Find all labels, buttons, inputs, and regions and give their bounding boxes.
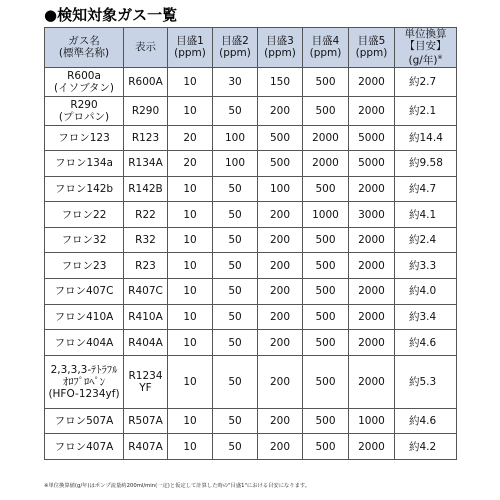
- cell-gas-name: フロン23: [45, 253, 124, 279]
- cell-scale-2: 50: [213, 355, 258, 408]
- cell-scale-4: 500: [303, 330, 349, 356]
- cell-scale-2: 50: [213, 96, 258, 125]
- cell-unit-conversion: 約4.2: [395, 434, 457, 460]
- cell-scale-1: 10: [168, 330, 213, 356]
- cell-display: R23: [124, 253, 168, 279]
- cell-unit-conversion: 約2.4: [395, 227, 457, 253]
- cell-display: R407A: [124, 434, 168, 460]
- header-scale-5: 目盛5 (ppm): [349, 28, 395, 68]
- cell-scale-1: 20: [168, 125, 213, 151]
- header-gas-name: ガス名 (標準名称): [45, 28, 124, 68]
- cell-scale-4: 500: [303, 253, 349, 279]
- table-row: [45, 202, 457, 228]
- cell-scale-1: 10: [168, 253, 213, 279]
- cell-gas-name: フロン407C: [45, 279, 124, 305]
- table-header-row: [45, 28, 457, 68]
- cell-scale-3: 200: [258, 279, 303, 305]
- cell-unit-conversion: 約2.7: [395, 67, 457, 96]
- cell-scale-4: 2000: [303, 151, 349, 177]
- cell-scale-5: 2000: [349, 355, 395, 408]
- table-row: [45, 253, 457, 279]
- cell-scale-4: 500: [303, 176, 349, 202]
- cell-scale-3: 200: [258, 96, 303, 125]
- cell-scale-5: 2000: [349, 176, 395, 202]
- cell-display: R404A: [124, 330, 168, 356]
- cell-gas-name: フロン410A: [45, 304, 124, 330]
- cell-gas-name: フロン123: [45, 125, 124, 151]
- cell-gas-name: フロン507A: [45, 408, 124, 434]
- cell-scale-2: 50: [213, 408, 258, 434]
- table-row: [45, 330, 457, 356]
- table-row: [45, 96, 457, 125]
- cell-scale-4: 500: [303, 227, 349, 253]
- cell-display: R1234 YF: [124, 355, 168, 408]
- table-row: [45, 151, 457, 177]
- cell-scale-4: 500: [303, 434, 349, 460]
- cell-scale-2: 30: [213, 67, 258, 96]
- cell-scale-1: 10: [168, 67, 213, 96]
- header-scale-2: 目盛2 (ppm): [213, 28, 258, 68]
- table-row: [45, 408, 457, 434]
- cell-scale-4: 500: [303, 304, 349, 330]
- table-row: [45, 176, 457, 202]
- cell-scale-1: 10: [168, 408, 213, 434]
- cell-scale-2: 50: [213, 202, 258, 228]
- cell-unit-conversion: 約4.1: [395, 202, 457, 228]
- cell-scale-3: 100: [258, 176, 303, 202]
- cell-scale-3: 200: [258, 253, 303, 279]
- cell-scale-5: 2000: [349, 279, 395, 305]
- header-display: 表示: [124, 28, 168, 68]
- cell-gas-name: フロン142b: [45, 176, 124, 202]
- cell-scale-3: 150: [258, 67, 303, 96]
- cell-scale-1: 10: [168, 227, 213, 253]
- cell-scale-2: 50: [213, 176, 258, 202]
- cell-scale-2: 50: [213, 253, 258, 279]
- cell-gas-name: R290 (プロパン): [45, 96, 124, 125]
- cell-scale-4: 2000: [303, 125, 349, 151]
- cell-gas-name: フロン22: [45, 202, 124, 228]
- cell-scale-3: 500: [258, 125, 303, 151]
- cell-display: R407C: [124, 279, 168, 305]
- table-row: [45, 304, 457, 330]
- cell-scale-1: 10: [168, 279, 213, 305]
- header-scale-4: 目盛4 (ppm): [303, 28, 349, 68]
- cell-display: R290: [124, 96, 168, 125]
- cell-display: R410A: [124, 304, 168, 330]
- cell-scale-5: 2000: [349, 96, 395, 125]
- table-row: [45, 227, 457, 253]
- cell-scale-4: 500: [303, 355, 349, 408]
- cell-scale-1: 10: [168, 176, 213, 202]
- cell-scale-2: 50: [213, 330, 258, 356]
- cell-display: R507A: [124, 408, 168, 434]
- cell-scale-2: 100: [213, 151, 258, 177]
- cell-scale-3: 200: [258, 408, 303, 434]
- gas-table: [44, 27, 457, 460]
- cell-unit-conversion: 約4.6: [395, 408, 457, 434]
- table-row: [45, 434, 457, 460]
- cell-scale-4: 500: [303, 96, 349, 125]
- table-row: [45, 125, 457, 151]
- page-title: ●検知対象ガス一覧: [44, 6, 178, 24]
- cell-unit-conversion: 約4.0: [395, 279, 457, 305]
- header-unit-conversion: 単位換算 【目安】 (g/年)※: [395, 28, 457, 68]
- cell-scale-5: 1000: [349, 408, 395, 434]
- cell-scale-2: 100: [213, 125, 258, 151]
- cell-scale-4: 1000: [303, 202, 349, 228]
- header-scale-3: 目盛3 (ppm): [258, 28, 303, 68]
- cell-scale-2: 50: [213, 434, 258, 460]
- cell-display: R123: [124, 125, 168, 151]
- cell-unit-conversion: 約4.6: [395, 330, 457, 356]
- cell-scale-3: 200: [258, 434, 303, 460]
- cell-scale-1: 10: [168, 304, 213, 330]
- cell-unit-conversion: 約2.1: [395, 96, 457, 125]
- cell-scale-3: 200: [258, 330, 303, 356]
- table-row: [45, 355, 457, 408]
- footnote: ※単位換算値(g/年)はポンプ流量約200ml/min(一定)と仮定して計算した時の"目盛1"における目安になります。: [44, 483, 311, 489]
- cell-scale-3: 200: [258, 355, 303, 408]
- cell-scale-3: 200: [258, 304, 303, 330]
- cell-unit-conversion: 約3.4: [395, 304, 457, 330]
- cell-gas-name: フロン32: [45, 227, 124, 253]
- cell-display: R600A: [124, 67, 168, 96]
- cell-gas-name: フロン407A: [45, 434, 124, 460]
- cell-scale-5: 2000: [349, 227, 395, 253]
- cell-scale-2: 50: [213, 227, 258, 253]
- cell-gas-name: フロン404A: [45, 330, 124, 356]
- cell-scale-5: 5000: [349, 151, 395, 177]
- cell-scale-3: 200: [258, 227, 303, 253]
- cell-unit-conversion: 約3.3: [395, 253, 457, 279]
- cell-scale-5: 2000: [349, 330, 395, 356]
- cell-scale-1: 10: [168, 355, 213, 408]
- table-body: [45, 67, 457, 460]
- header-scale-1: 目盛1 (ppm): [168, 28, 213, 68]
- cell-scale-1: 20: [168, 151, 213, 177]
- cell-scale-5: 5000: [349, 125, 395, 151]
- table-row: [45, 279, 457, 305]
- cell-unit-conversion: 約4.7: [395, 176, 457, 202]
- cell-scale-4: 500: [303, 67, 349, 96]
- cell-scale-4: 500: [303, 279, 349, 305]
- cell-gas-name: R600a (イソブタン): [45, 67, 124, 96]
- cell-scale-1: 10: [168, 96, 213, 125]
- cell-scale-5: 2000: [349, 304, 395, 330]
- cell-scale-5: 3000: [349, 202, 395, 228]
- cell-display: R142B: [124, 176, 168, 202]
- table-row: [45, 67, 457, 96]
- cell-scale-2: 50: [213, 279, 258, 305]
- cell-scale-1: 10: [168, 434, 213, 460]
- cell-display: R32: [124, 227, 168, 253]
- cell-scale-1: 10: [168, 202, 213, 228]
- cell-scale-5: 2000: [349, 434, 395, 460]
- cell-scale-3: 500: [258, 151, 303, 177]
- cell-scale-5: 2000: [349, 253, 395, 279]
- cell-scale-3: 200: [258, 202, 303, 228]
- cell-gas-name: 2,3,3,3-ﾃﾄﾗﾌﾙ ｵﾛﾌﾟﾛﾍﾟﾝ (HFO-1234yf): [45, 355, 124, 408]
- cell-unit-conversion: 約9.58: [395, 151, 457, 177]
- cell-unit-conversion: 約5.3: [395, 355, 457, 408]
- cell-scale-5: 2000: [349, 67, 395, 96]
- cell-display: R134A: [124, 151, 168, 177]
- cell-unit-conversion: 約14.4: [395, 125, 457, 151]
- cell-scale-2: 50: [213, 304, 258, 330]
- cell-display: R22: [124, 202, 168, 228]
- cell-gas-name: フロン134a: [45, 151, 124, 177]
- cell-scale-4: 500: [303, 408, 349, 434]
